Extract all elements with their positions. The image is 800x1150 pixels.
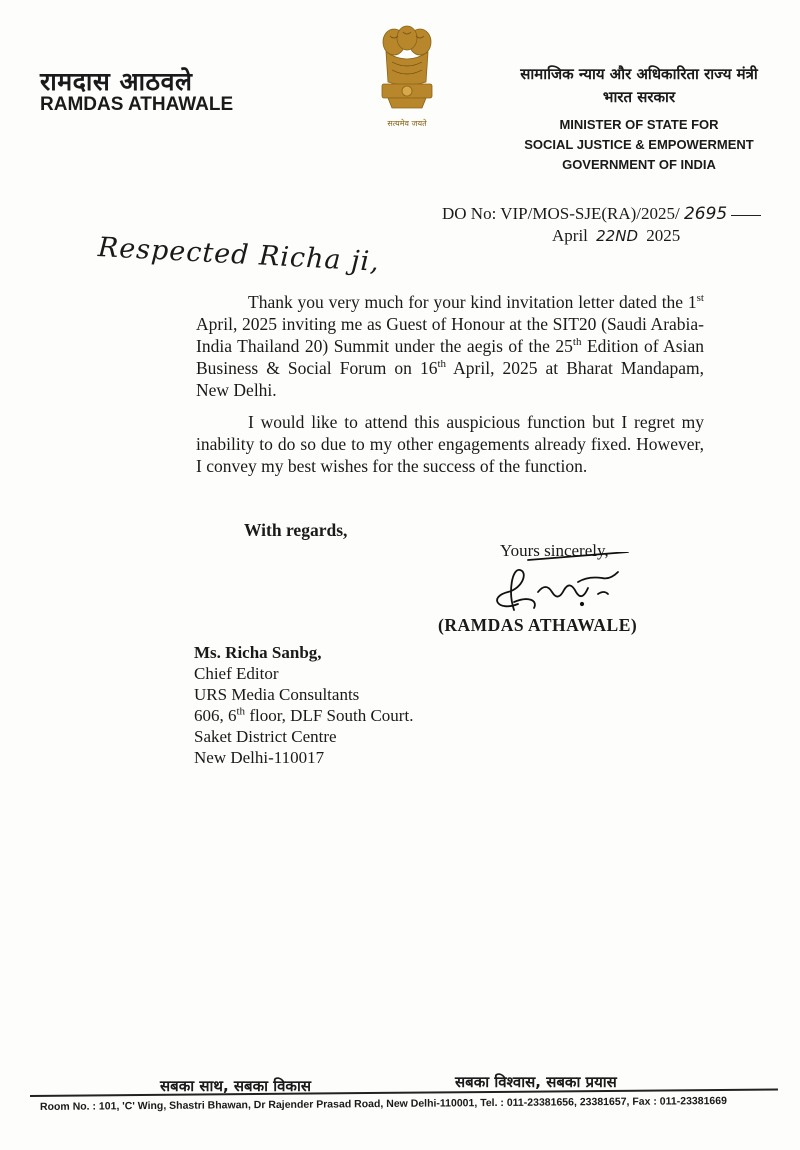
yours-sincerely: Yours sincerely, xyxy=(500,541,609,560)
body-paragraph-1: Thank you very much for your kind invitation letter dated the 1st April, 2025 inviting me as Guest of Honour at the SIT20 (Saudi Arabia-India Thailand 20) Summit under the aegis of the 25th Edition of Asian Business & Social Forum on 16th April, 2025 at Bharat Mandapam, New Delhi. xyxy=(196,292,704,400)
government-hindi: भारत सरकार xyxy=(602,88,676,106)
recipient-name: Ms. Richa Sanbg, xyxy=(194,643,322,662)
letter-date xyxy=(552,226,680,246)
recipient-address-line-1: 606, 6th floor, DLF South Court. xyxy=(194,705,414,725)
recipient-title: Chief Editor xyxy=(194,664,279,683)
date-month: April xyxy=(552,226,588,245)
emblem-caption: सत्यमेव जयते xyxy=(387,119,427,128)
do-reference xyxy=(442,204,761,224)
footer-office-address: Room No. : 101, 'C' Wing, Shastri Bhawan, Dr Rajender Prasad Road, New Delhi-110001, Tel. : 011-23381656, 23381657, Fax : 011-23381669 xyxy=(39,1095,727,1113)
salutation-handwritten: Respected Richa ji, xyxy=(97,232,381,278)
footer-slogan-1: सबका साथ, सबका विकास xyxy=(160,1077,311,1095)
closing-regards: With regards, xyxy=(244,520,348,540)
recipient-address-line-2: Saket District Centre xyxy=(194,727,337,746)
recipient-organization: URS Media Consultants xyxy=(194,685,360,704)
ministry-title-line-1: MINISTER OF STATE FOR xyxy=(559,117,719,132)
date-day-handwritten: 22ND xyxy=(596,227,638,245)
do-number-handwritten: 2695 xyxy=(683,204,728,224)
footer-slogan-2: सबका विश्वास, सबका प्रयास xyxy=(455,1073,617,1091)
ministry-title-hindi: सामाजिक न्याय और अधिकारिता राज्य मंत्री xyxy=(520,65,758,83)
ref-underline xyxy=(731,215,761,216)
recipient-address-line-3: New Delhi-110017 xyxy=(194,748,325,767)
body-paragraph-2: I would like to attend this auspicious function but I regret my inability to do so due to my other engagements already fixed. However, I convey my best wishes for the success of the function. xyxy=(196,412,704,476)
ministry-title-line-2: SOCIAL JUSTICE & EMPOWERMENT xyxy=(524,137,754,152)
signatory-name: (RAMDAS ATHAWALE) xyxy=(438,615,638,635)
national-emblem-logo xyxy=(372,22,442,134)
do-prefix: DO No: VIP/MOS-SJE(RA)/2025/ xyxy=(442,204,680,223)
recipient-address xyxy=(194,642,413,768)
handwritten-signature xyxy=(478,552,648,622)
ministry-title-line-3: GOVERNMENT OF INDIA xyxy=(562,157,716,172)
sender-name-hindi: रामदास आठवले xyxy=(40,67,193,96)
sender-name-english: RAMDAS ATHAWALE xyxy=(40,94,234,115)
date-year: 2025 xyxy=(646,226,681,245)
